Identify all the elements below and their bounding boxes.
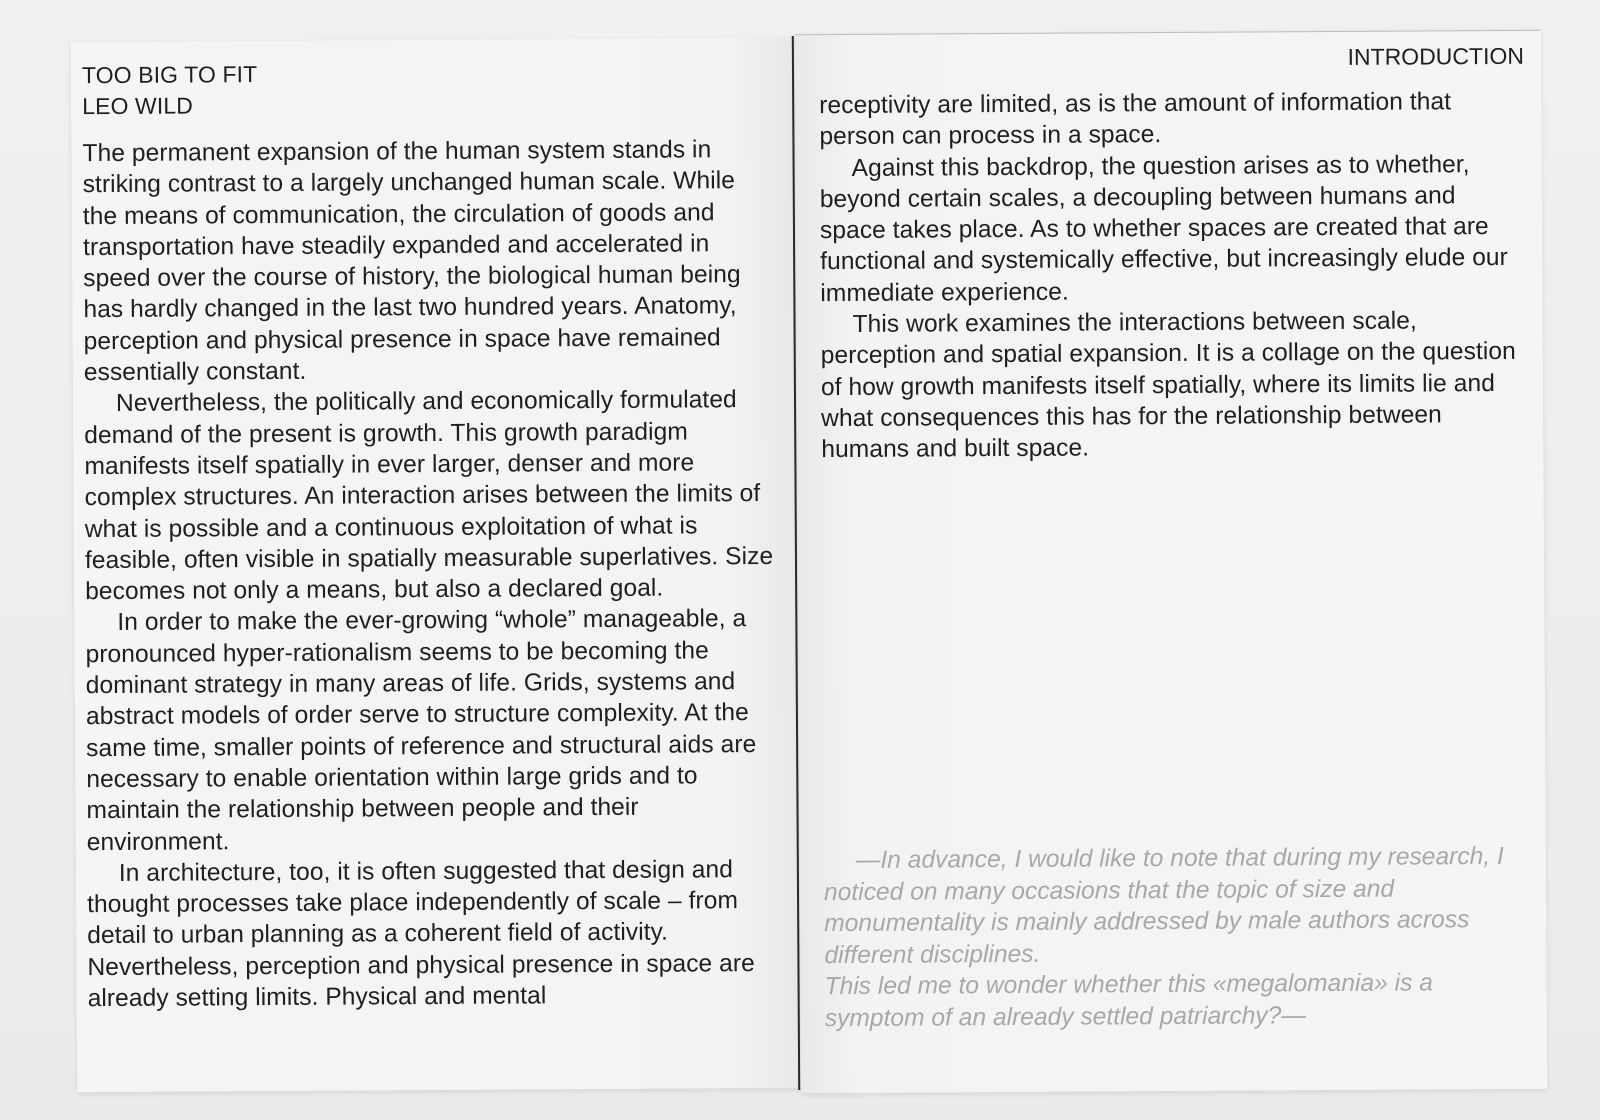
author-note	[824, 841, 1530, 1034]
paragraph: Nevertheless, the politically and economically formulated demand of the present is growth. This growth paradigm manifests itself spatially in ever larger, denser and more complex structures. An interaction arises between the limits of what is possible and a continuous exploitation of what is feasible, often visible in spatially measurable superlatives. Size becomes not only a means, but also a declared goal.	[84, 386, 774, 606]
right-page-body	[819, 86, 1526, 466]
right-page	[795, 30, 1547, 1094]
note-paragraph: This led me to wonder whether this «megalomania» is a symptom of an already settled patriarchy?—	[824, 969, 1433, 1032]
paragraph: This work examines the interactions between scale, perception and spatial expansion. It is a collage on the question of how growth manifests itself spatially, where its limits lie and what consequences this has for the relationship between humans and built space.	[820, 307, 1516, 464]
left-page-content	[82, 56, 778, 1015]
paragraph: In architecture, too, it is often suggested that design and thought processes take place independently of scale – from detail to urban planning as a coherent field of activity. Nevertheless, perception and physical presence in space are already setting limits. Physical and mental	[86, 856, 755, 1013]
right-page-content	[819, 41, 1527, 466]
book-title: TOO BIG TO FIT	[81, 61, 258, 89]
section-title: INTRODUCTION	[1347, 42, 1524, 70]
paragraph: In order to make the ever-growing “whole” manageable, a pronounced hyper-rationalism seems to be becoming the dominant strategy in many areas of life. Grids, systems and abstract models of order serve to structure complexity. At the same time, smaller points of reference and structural aids are necessary to enable orientation within large grids and to maintain the relationship between people and their environment.	[85, 605, 757, 856]
paragraph: Against this backdrop, the question arises as to whether, beyond certain scales, a decoupling between humans and space takes place. As to whether spaces are created that are functional and systemically effective, but increasingly elude our immediate experience.	[819, 150, 1508, 307]
note-paragraph: —In advance, I would like to note that during my research, I noticed on many occasions that the topic of size and monumentality is mainly addressed by male authors across different disciplines.	[823, 842, 1504, 969]
paragraph: The permanent expansion of the human system stands in striking contrast to a largely unchanged human scale. While the means of communication, the circulation of goods and transportation have steadily expanded and accelerated in speed over the course of history, the biological human being has hardly changed in the last two hundred years. Anatomy, perception and physical presence in space have remained essentially constant.	[82, 136, 741, 387]
author-name: LEO WILD	[82, 92, 193, 120]
paragraph: receptivity are limited, as is the amount of information that person can process in a space.	[819, 88, 1452, 151]
left-page	[71, 38, 801, 1092]
left-page-body	[82, 134, 777, 1015]
